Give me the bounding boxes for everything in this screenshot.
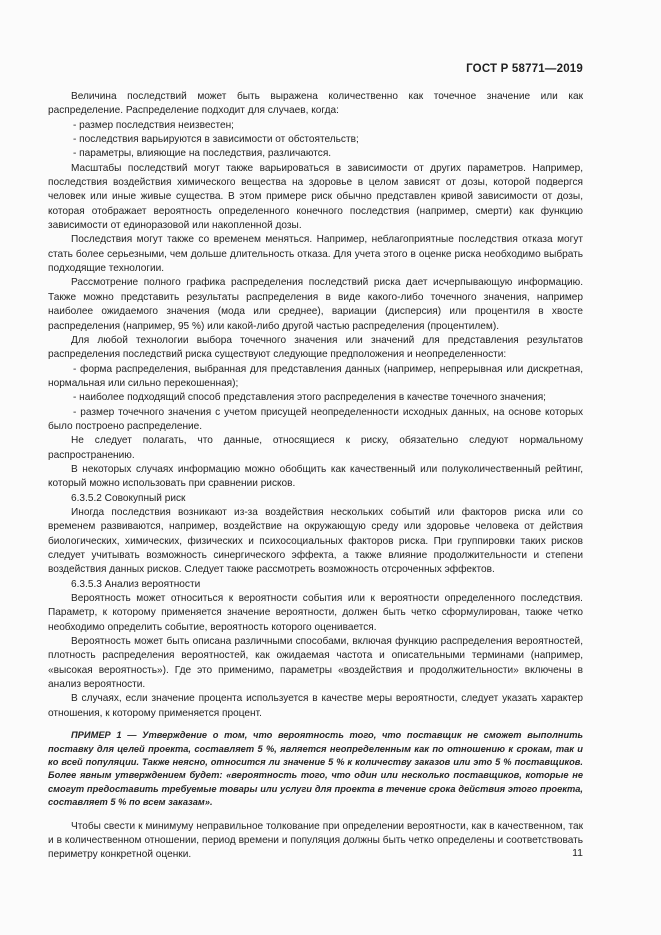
paragraph: В некоторых случаях информацию можно обобщить как качественный или полуколичественный рейтинг, который можно использовать при сравнении рисков. <box>48 463 583 490</box>
paragraph: Иногда последствия возникают из-за воздействия нескольких событий или факторов риска или со временем развиваются, например, воздействие на окружающую среду или здоровье человека от действия биологических, химических, физических и психосоциальных факторов риска. При группировки таких рисков следует учитывать возможность синергического эффекта, а также влияние продолжительности и степени воздействия данных рисков. Следует также рассмотреть возможность отсроченных эффектов. <box>48 506 583 576</box>
example-note: ПРИМЕР 1 — Утверждение о том, что вероятность того, что поставщик не сможет выполнить поставку для целей проекта, составляет 5 %, является неопределенным как по отношению к срокам, так и ко всей популяции. Также неясно, относится ли значение 5 % к количеству заказов или это 5 % поставщиков. Более явным утверждением будет: «вероятность того, что один или несколько поставщиков, которые не смогут предоставить требуемые товары или услуги для проекта в течение срока действия этого проекта, составляет 5 % по всем заказам». <box>48 730 583 808</box>
paragraph: Масштабы последствий могут также варьироваться в зависимости от других параметров. Например, последствия воздействия химического вещества на здоровье в целом зависят от дозы, которой подвергся человек или иные живые существа. В этом примере риск обычно представлен кривой зависимости от дозы, которая отображает вероятность определенного конечного последствия (например, смерти) как функцию зависимости от единоразовой или накопленной дозы. <box>48 162 583 232</box>
paragraph: В случаях, если значение процента используется в качестве меры вероятности, следует указать характер отношения, к которому применяется процент. <box>48 693 583 719</box>
paragraph: Рассмотрение полного графика распределения последствий риска дает исчерпывающую информацию. Также можно представить результаты распределения в виде какого-либо точечного значения, например наиболее ожидаемого значения (мода или среднее), вариации (дисперсия) или процентиля в хвосте распределения (например, 95 %) или какой-либо другой частью распределения (процентилем). <box>48 277 583 332</box>
standard-header: ГОСТ Р 58771—2019 <box>466 63 583 75</box>
paragraph: Величина последствий может быть выражена количественно как точечное значение или как распределение. Распределение подходит для случаев, когда: <box>48 91 583 117</box>
list-item: - форма распределения, выбранная для представления данных (например, непрерывная или дискретная, нормальная или сильно перекошенная); <box>48 363 583 389</box>
paragraph: Последствия могут также со временем меняться. Например, неблагоприятные последствия отказа могут стать более серьезными, чем дольше длительность отказа. Для учета этого в оценке риска необходимо выбрать подходящие технологии. <box>48 234 583 275</box>
paragraph: Вероятность может быть описана различными способами, включая функцию распределения вероятностей, плотность распределения вероятностей, как ожидаемая частота и описательными терминами (например, «высокая вероятность»). Где это применимо, параметры «воздействия и продолжительности» включены в анализ вероятности. <box>48 636 583 691</box>
list-item: - наиболее подходящий способ представления этого распределения в качестве точечного значения; <box>73 392 546 404</box>
document-body <box>48 90 583 863</box>
paragraph: Чтобы свести к минимуму неправильное толкование при определении вероятности, как в качественном, так и в количественном отношении, период времени и популяция должны быть четко определены и соответствовать периметру конкретной оценки. <box>48 820 583 861</box>
page-number: 11 <box>572 847 583 859</box>
paragraph: Вероятность может относиться к вероятности события или к вероятности определенного последствия. Параметр, к которому применяется значение вероятности, должен быть четко сформулирован, также четко необходимо определить событие, вероятность которого оценивается. <box>48 593 583 633</box>
section-heading: 6.3.5.3 Анализ вероятности <box>71 578 201 590</box>
list-item: - параметры, влияющие на последствия, различаются. <box>73 148 332 160</box>
paragraph: Для любой технологии выбора точечного значения или значений для представления результатов распределения последствий риска существуют следующие предположения и неопределенности: <box>48 334 583 361</box>
list-item: - последствия варьируются в зависимости от обстоятельств; <box>73 134 359 146</box>
paragraph: Не следует полагать, что данные, относящиеся к риску, обязательно следуют нормальному распространению. <box>48 435 583 461</box>
section-heading: 6.3.5.2 Совокупный риск <box>71 492 186 504</box>
list-item: - размер последствия неизвестен; <box>73 119 234 131</box>
list-item: - размер точечного значения с учетом присущей неопределенности исходных данных, на основе которых было построено распределение. <box>48 406 583 432</box>
